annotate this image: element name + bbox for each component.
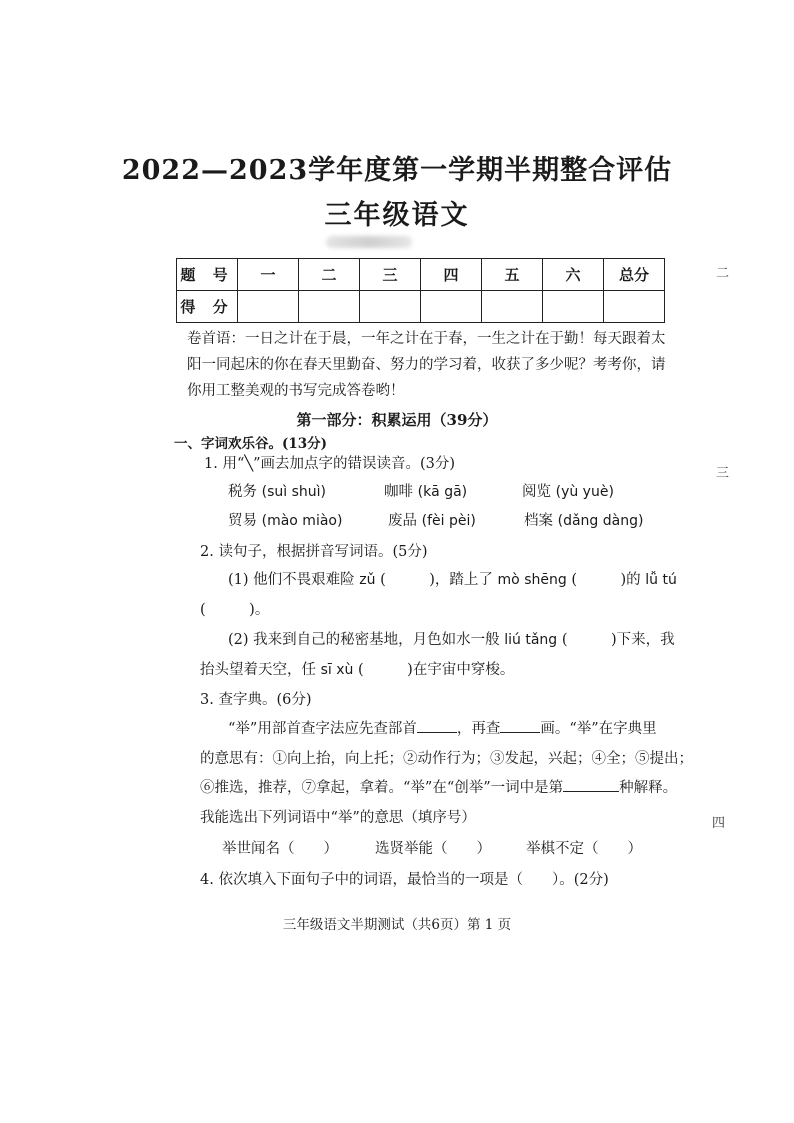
q2-text: (1) 他们不畏艰难险 [228,572,355,588]
score-input-4[interactable] [421,291,482,323]
q3-text: “举”用部首查字法应先查部首 [228,721,417,737]
q2-line1-cont[interactable]: ( )。 [200,602,270,618]
q3-choice-1[interactable]: 举世闻名（ ） [222,841,338,857]
q1-word: 废品 [388,513,417,529]
q1-item-3[interactable] [522,480,614,501]
q3-text: ⑥推选，推荐，⑦拿起，拿着。“举”在“创举”一词中是第 [200,780,564,796]
q3-choice-3[interactable]: 举棋不定（ ） [526,841,642,857]
score-cell-2: 二 [299,259,360,291]
q2-line1 [228,568,677,589]
q1-pinyin: (suì shuì) [261,484,326,500]
q1-word: 咖啡 [384,484,413,500]
score-input-5[interactable] [482,291,543,323]
q1-item-5[interactable] [388,509,476,530]
q1-pinyin: (dǎng dàng) [557,513,644,529]
q1-item-2[interactable] [384,480,467,501]
q1-item-4[interactable] [228,509,342,530]
q1-word: 税务 [228,484,257,500]
score-input-2[interactable] [299,291,360,323]
q3-blank-radical[interactable] [417,718,457,733]
q3-prompt: 3. 查字典。(6分) [200,692,312,708]
score-cell-6: 六 [543,259,604,291]
q3-choice-2[interactable]: 选贤举能（ ） [375,841,491,857]
q1-item-6[interactable] [524,509,643,530]
q2-blank[interactable]: ( )下来，我 [561,632,675,648]
q1-pinyin: (mào miào) [261,513,343,529]
q2-prompt: 2. 读句子，根据拼音写词语。(5分) [200,544,428,560]
q1-item-1[interactable] [228,480,326,501]
q1-prompt: 1. 用“╲”画去加点字的错误读音。(3分) [204,456,456,472]
part1-title: 第一部分：积累运用（39分） [296,411,498,429]
q3-line4: 我能选出下列词语中“举”的意思（填序号） [200,810,476,826]
q2-blank[interactable]: ( )的 [571,572,641,588]
scan-smudge [326,236,412,248]
prelude-text: 卷首语：一日之计在于晨，一年之计在于春，一生之计在于勤！每天跟着太阳一同起床的你在春天里勤奋、努力的学习着，收获了多少呢？考考你，请你用工整美观的书写完成答卷哟！ [187,331,666,399]
q3-line3 [200,776,677,797]
q3-text: 画。“举”在字典里 [540,721,657,737]
q1-pinyin: (fèi pèi) [421,513,476,529]
q1-word: 阅览 [522,484,551,500]
q2-blank[interactable]: ( )，踏上了 [380,572,493,588]
score-input-3[interactable] [360,291,421,323]
score-cell-label: 题 号 [177,259,238,291]
q1-pinyin: (kā gā) [417,484,468,500]
section1-heading: 一、字词欢乐谷。(13分) [174,436,328,452]
page-footer: 三年级语文半期测试（共6页）第 1 页 [282,917,512,933]
q2-text: 抬头望着天空，任 [200,662,316,678]
score-table-score-row [177,291,665,323]
pinyin-lutu: lǚ tú [645,572,677,588]
score-table-header-row [177,259,665,291]
q1-word: 贸易 [228,513,257,529]
score-row-label: 得 分 [177,291,238,323]
score-table [176,258,665,323]
pinyin-sixu: sī xù [320,662,354,678]
score-cell-3: 三 [360,259,421,291]
pinyin-zu: zǔ [359,572,376,588]
q3-blank-meaning[interactable] [563,777,619,792]
margin-mark-2: 二 [716,266,730,281]
q3-blank-strokes[interactable] [500,718,540,733]
score-cell-1: 一 [238,259,299,291]
score-cell-4: 四 [421,259,482,291]
score-input-total[interactable] [604,291,665,323]
score-input-1[interactable] [238,291,299,323]
page-title: 2022—2023学年度第一学期半期整合评估 [121,155,673,186]
pinyin-liutang: liú tǎng [504,632,558,648]
q2-blank[interactable]: ( )在宇宙中穿梭。 [358,662,515,678]
pinyin-mosheng: mò shēng [497,572,567,588]
score-cell-total: 总分 [604,259,665,291]
q3-text: 种解释。 [619,780,678,796]
margin-mark-4: 四 [712,816,726,831]
q4-prompt[interactable]: 4. 依次填入下面句子中的词语，最恰当的一项是（ ）。(2分) [200,872,609,888]
q1-pinyin: (yù yuè) [555,484,614,500]
q2-line3 [200,658,514,679]
q2-line2 [228,628,675,649]
q1-word: 档案 [524,513,553,529]
q3-line2: 的意思有：①向上抬，向上托；②动作行为；③发起，兴起；④全；⑤提出； [200,751,693,767]
q2-text: (2) 我来到自己的秘密基地，月色如水一般 [228,632,500,648]
q3-text: ，再查 [456,721,501,737]
score-cell-5: 五 [482,259,543,291]
q3-line1 [228,717,657,738]
score-input-6[interactable] [543,291,604,323]
margin-mark-3: 三 [716,466,730,481]
page-subtitle: 三年级语文 [324,200,470,231]
